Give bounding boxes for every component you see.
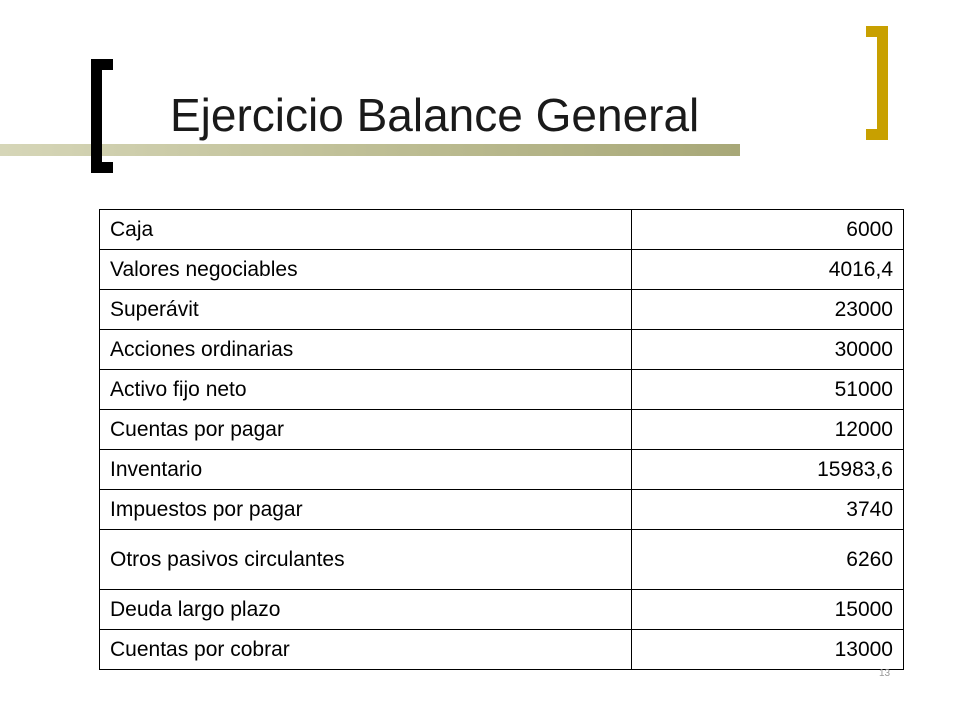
row-label: Inventario	[100, 450, 632, 490]
table-row	[100, 630, 904, 670]
row-label: Superávit	[100, 290, 632, 330]
row-label: Cuentas por pagar	[100, 410, 632, 450]
table-row	[100, 450, 904, 490]
row-value: 6000	[632, 210, 904, 250]
row-label: Activo fijo neto	[100, 370, 632, 410]
row-value: 13000	[632, 630, 904, 670]
table-row	[100, 490, 904, 530]
balance-table	[99, 209, 904, 670]
row-value: 12000	[632, 410, 904, 450]
row-value: 3740	[632, 490, 904, 530]
row-value: 4016,4	[632, 250, 904, 290]
slide-title: Ejercicio Balance General	[170, 89, 700, 141]
table-row	[100, 290, 904, 330]
row-value: 30000	[632, 330, 904, 370]
row-label: Otros pasivos circulantes	[100, 530, 632, 590]
left-bracket-decoration	[91, 59, 113, 173]
table-row	[100, 210, 904, 250]
row-label: Impuestos por pagar	[100, 490, 632, 530]
row-value: 23000	[632, 290, 904, 330]
row-value: 15983,6	[632, 450, 904, 490]
row-label: Valores negociables	[100, 250, 632, 290]
table-row	[100, 410, 904, 450]
table-row	[100, 330, 904, 370]
right-bracket-decoration	[866, 26, 888, 140]
row-label: Cuentas por cobrar	[100, 630, 632, 670]
table-row	[100, 530, 904, 590]
table-row	[100, 370, 904, 410]
row-value: 6260	[632, 530, 904, 590]
table-row	[100, 250, 904, 290]
row-label: Caja	[100, 210, 632, 250]
page-number: 13	[879, 668, 891, 679]
table-row	[100, 590, 904, 630]
row-label: Acciones ordinarias	[100, 330, 632, 370]
row-label: Deuda largo plazo	[100, 590, 632, 630]
row-value: 51000	[632, 370, 904, 410]
row-value: 15000	[632, 590, 904, 630]
